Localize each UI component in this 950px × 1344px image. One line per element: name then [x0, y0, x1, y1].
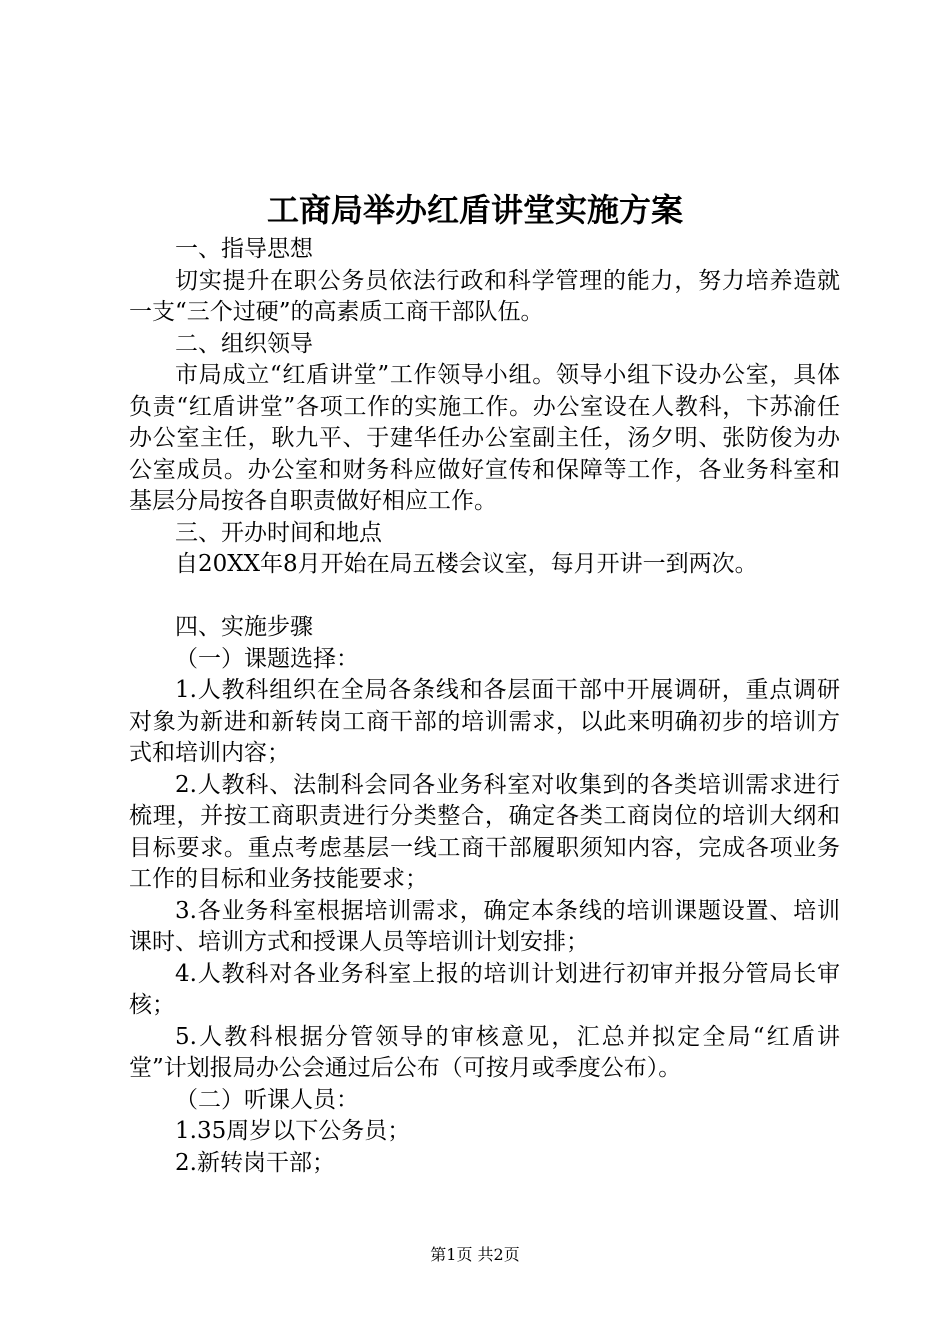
paragraph: 市局成立“红盾讲堂”工作领导小组。领导小组下设办公室，具体负责“红盾讲堂”各项工作的实施工作。办公室设在人教科，卞苏渝任办公室主任，耿九平、于建华任办公室副主任，汤夕明、张防俊为办公室成员。办公室和财务科应做好宣传和保障等工作，各业务科室和基层分局按各自职责做好相应工作。 — [129, 362, 840, 514]
document-body — [129, 234, 840, 1179]
page-title: 工商局举办红盾讲堂实施方案 — [266, 191, 683, 229]
paragraph: 自20XX年8月开始在局五楼会议室，每月开讲一到两次。 — [175, 551, 758, 577]
list-item: 1.35周岁以下公务员； — [175, 1118, 411, 1144]
list-item: 2.新转岗干部； — [175, 1149, 335, 1176]
list-item: 3.各业务科室根据培训需求，确定本条线的培训课题设置、培训课时、培训方式和授课人员等培训计划安排； — [129, 897, 840, 955]
subsection-heading-attendees: （二）听课人员： — [175, 1086, 359, 1113]
section-heading-organization: 二、组织领导 — [175, 330, 313, 357]
list-item: 5.人教科根据分管领导的审核意见，汇总并拟定全局“红盾讲堂”计划报局办公会通过后公布（可按月或季度公布）。 — [129, 1023, 840, 1081]
list-item: 1.人教科组织在全局各条线和各层面干部中开展调研，重点调研对象为新进和新转岗工商干部的培训需求，以此来明确初步的培训方式和培训内容； — [129, 677, 840, 766]
subsection-heading-topic-selection: （一）课题选择： — [175, 645, 359, 672]
paragraph: 切实提升在职公务员依法行政和科学管理的能力，努力培养造就一支“三个过硬”的高素质工商干部队伍。 — [129, 267, 840, 325]
list-item: 4.人教科对各业务科室上报的培训计划进行初审并报分管局长审核； — [129, 960, 840, 1018]
section-heading-guiding-ideology: 一、指导思想 — [175, 236, 313, 262]
section-heading-time-place: 三、开办时间和地点 — [175, 519, 382, 546]
page-footer: 第1页 共2页 — [430, 1245, 520, 1264]
list-item: 2.人教科、法制科会同各业务科室对收集到的各类培训需求进行梳理，并按工商职责进行分类整合，确定各类工商岗位的培训大纲和目标要求。重点考虑基层一线工商干部履职须知内容，完成各项业务工作的目标和业务技能要求； — [129, 771, 840, 892]
section-heading-steps: 四、实施步骤 — [175, 614, 313, 640]
